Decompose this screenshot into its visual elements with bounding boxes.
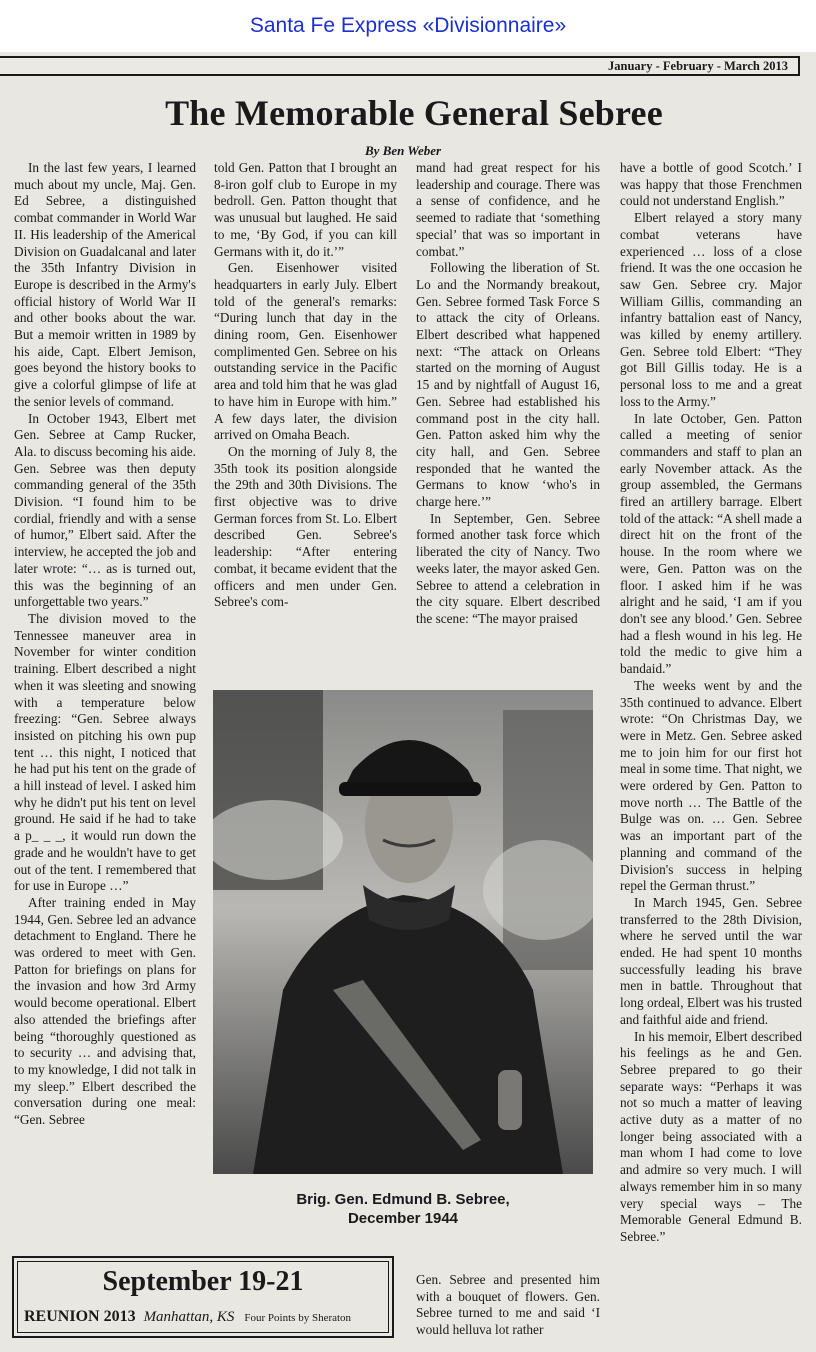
paragraph: In his memoir, Elbert described his feelings as he and Gen. Sebree prepared to go their separate ways: “Perhaps it was not so much a matter of leaving active duty as a matter of no longer being associated with a man whom I had come to love and admire so very much. I will always remember him in so many very special ways – The Memorable General Edmund B. Sebree.” <box>620 1028 802 1244</box>
reunion-label: REUNION 2013 <box>24 1308 136 1325</box>
photo-caption <box>213 1190 593 1228</box>
paragraph: have a bottle of good Scotch.’ I was happy that those Frenchmen could not understand English.” <box>620 160 802 209</box>
issue-date: January - February - March 2013 <box>608 59 788 73</box>
paragraph: mand had great respect for his leadership and courage. There was a sense of confidence, and he seemed to radiate that ‘something special’ that was so important in combat.” <box>416 160 600 259</box>
reunion-venue: Four Points by Sheraton <box>244 1312 352 1324</box>
reunion-details <box>24 1308 351 1326</box>
article-column-1 <box>14 160 196 1246</box>
paragraph: Gen. Sebree and presented him with a bouquet of flowers. Gen. Sebree turned to me and said ‘I would helluva lot rather <box>416 1272 600 1338</box>
caption-line-2: December 1944 <box>347 1210 459 1227</box>
caption-line-1: Brig. Gen. Edmund B. Sebree, <box>296 1191 510 1208</box>
paragraph: On the morning of July 8, the 35th took its position alongside the 29th and 30th Divisions. The first objective was to drive German forces from St. Lo. Elbert described Gen. Sebree's leadership: “After entering combat, it became evident that the officers and men under Gen. Sebree's com- <box>214 443 397 610</box>
article-byline: By Ben Weber <box>365 143 442 158</box>
issue-bar <box>0 56 800 76</box>
reunion-dates: September 19-21 <box>102 1266 304 1297</box>
article-headline: The Memorable General Sebree <box>165 93 663 133</box>
article-column-4 <box>620 160 802 1346</box>
paragraph: In the last few years, I learned much about my uncle, Maj. Gen. Ed Sebree, a distinguished combat commander in World War II. His leadership of the Americal Division on Guadalcanal and later the 35th Infantry Division in Europe is described in the Army's official history of World War II and other books about the war. But a memoir written in 1989 by his aide, Capt. Elbert Jemison, goes beyond the history books to give a colorful glimpse of life at the senior levels of command. <box>14 160 196 409</box>
masthead <box>0 0 816 52</box>
reunion-announcement <box>12 1256 394 1338</box>
article-column-3-continued <box>416 1272 600 1348</box>
publication-title: Santa Fe Express «Divisionnaire» <box>249 14 567 37</box>
article-column-2 <box>214 160 397 668</box>
reunion-city: Manhattan, KS <box>143 1309 235 1325</box>
portrait-photo-graphic <box>213 690 593 1174</box>
paragraph: The division moved to the Tennessee maneuver area in November for winter condition training. Elbert described a night when it was sleeting and snowing with a temperature below freezing: “Gen. Sebree always insisted on pitching his own pup tent … this night, I noticed that he had put his tent on the grade of a hill instead of level. I asked him why he didn't put his tent on level ground. He said if he had to take a p_ _ _, it would run down the grade and he wouldn't have to get out of the tent. I remembered that for use in Europe …” <box>14 610 196 894</box>
paragraph: Following the liberation of St. Lo and the Normandy breakout, Gen. Sebree formed Task Force S to attack the city of Orleans. Elbert described what happened next: “The attack on Orleans started on the morning of August 15 and by nightfall of August 16, Gen. Sebree had established his command post in the city hall. Gen. Patton asked him why the city hall, and Gen. Sebree responded that he wanted the Germans to know ‘who's in charge here.’” <box>416 260 600 510</box>
paragraph: In March 1945, Gen. Sebree transferred to the 28th Division, where he served until the war ended. He had spent 10 months successfully leading his brave men in battle. Throughout that long ordeal, Elbert was his trusted and faithful aide and friend. <box>620 894 802 1027</box>
paragraph: Gen. Eisenhower visited headquarters in early July. Elbert told of the general's remarks: “During lunch that day in the dining room, Gen. Eisenhower complimented Gen. Sebree on his outstanding service in the Pacific area and told him that he was glad to have him in Europe with him.” A few days later, the division arrived on Omaha Beach. <box>214 260 397 443</box>
paragraph: In October 1943, Elbert met Gen. Sebree at Camp Rucker, Ala. to discuss becoming his aide. Gen. Sebree was then deputy commanding general of the 35th Division. “I found him to be cordial, friendly and with a sense of humor,” Elbert said. After the interview, he accepted the job and later wrote: “… as is turned out, this was the beginning of an unforgettable two years.” <box>14 410 196 610</box>
paragraph: In September, Gen. Sebree formed another task force which liberated the city of Nancy. Two weeks later, the mayor asked Gen. Sebree to attend a celebration in the city square. Elbert described the scene: “The mayor praised <box>416 510 600 626</box>
paragraph: told Gen. Patton that I brought an 8-iron golf club to Europe in my bedroll. Gen. Patton thought that was unusual but laughed. He said to me, ‘By God, if you can kill Germans with it, do it.’” <box>214 160 397 259</box>
article-column-3 <box>416 160 600 668</box>
paragraph: The weeks went by and the 35th continued to advance. Elbert wrote: “On Christmas Day, we were in Metz. Gen. Sebree asked me to join him for our first hot meal in some time. That night, we were ordered by Gen. Patton to move north … The Battle of the Bulge was on. … Gen. Sebree was an important part of the planning and command of the Division's success in helping repel the German thrust.” <box>620 677 802 894</box>
paragraph: Elbert relayed a story many combat veterans have experienced … loss of a close friend. It was the one occasion he saw Gen. Sebree cry. Major William Gillis, commanding an infantry battalion east of Nancy, was killed by enemy artillery. Gen. Sebree told Elbert: “They got Bill Gillis today. He is a personal loss to me and a great loss to the Army.” <box>620 210 802 409</box>
portrait-photo <box>213 690 593 1174</box>
paragraph: After training ended in May 1944, Gen. Sebree led an advance detachment to England. There he was ordered to meet with Gen. Patton for briefings on plans for the invasion and how 3rd Army would become operational. Elbert also attended the briefings after being “thoroughly questioned as to security … and advising that, to my knowledge, I did not talk in my sleep.” Elbert described the conversation during one meal: “Gen. Sebree <box>14 894 196 1128</box>
paragraph: In late October, Gen. Patton called a meeting of senior commanders and staff to plan an early November attack. As the group assembled, the Germans fired an artillery barrage. Elbert told of the attack: “A shell made a direct hit on the front of the house. In the room where we were, Gen. Patton was on the floor. I asked him if he was alright and he said, ‘I am if you don't see any blood.’ Gen. Sebree had a flesh wound in his leg. He told the medic to give him a bandaid.” <box>620 410 802 677</box>
